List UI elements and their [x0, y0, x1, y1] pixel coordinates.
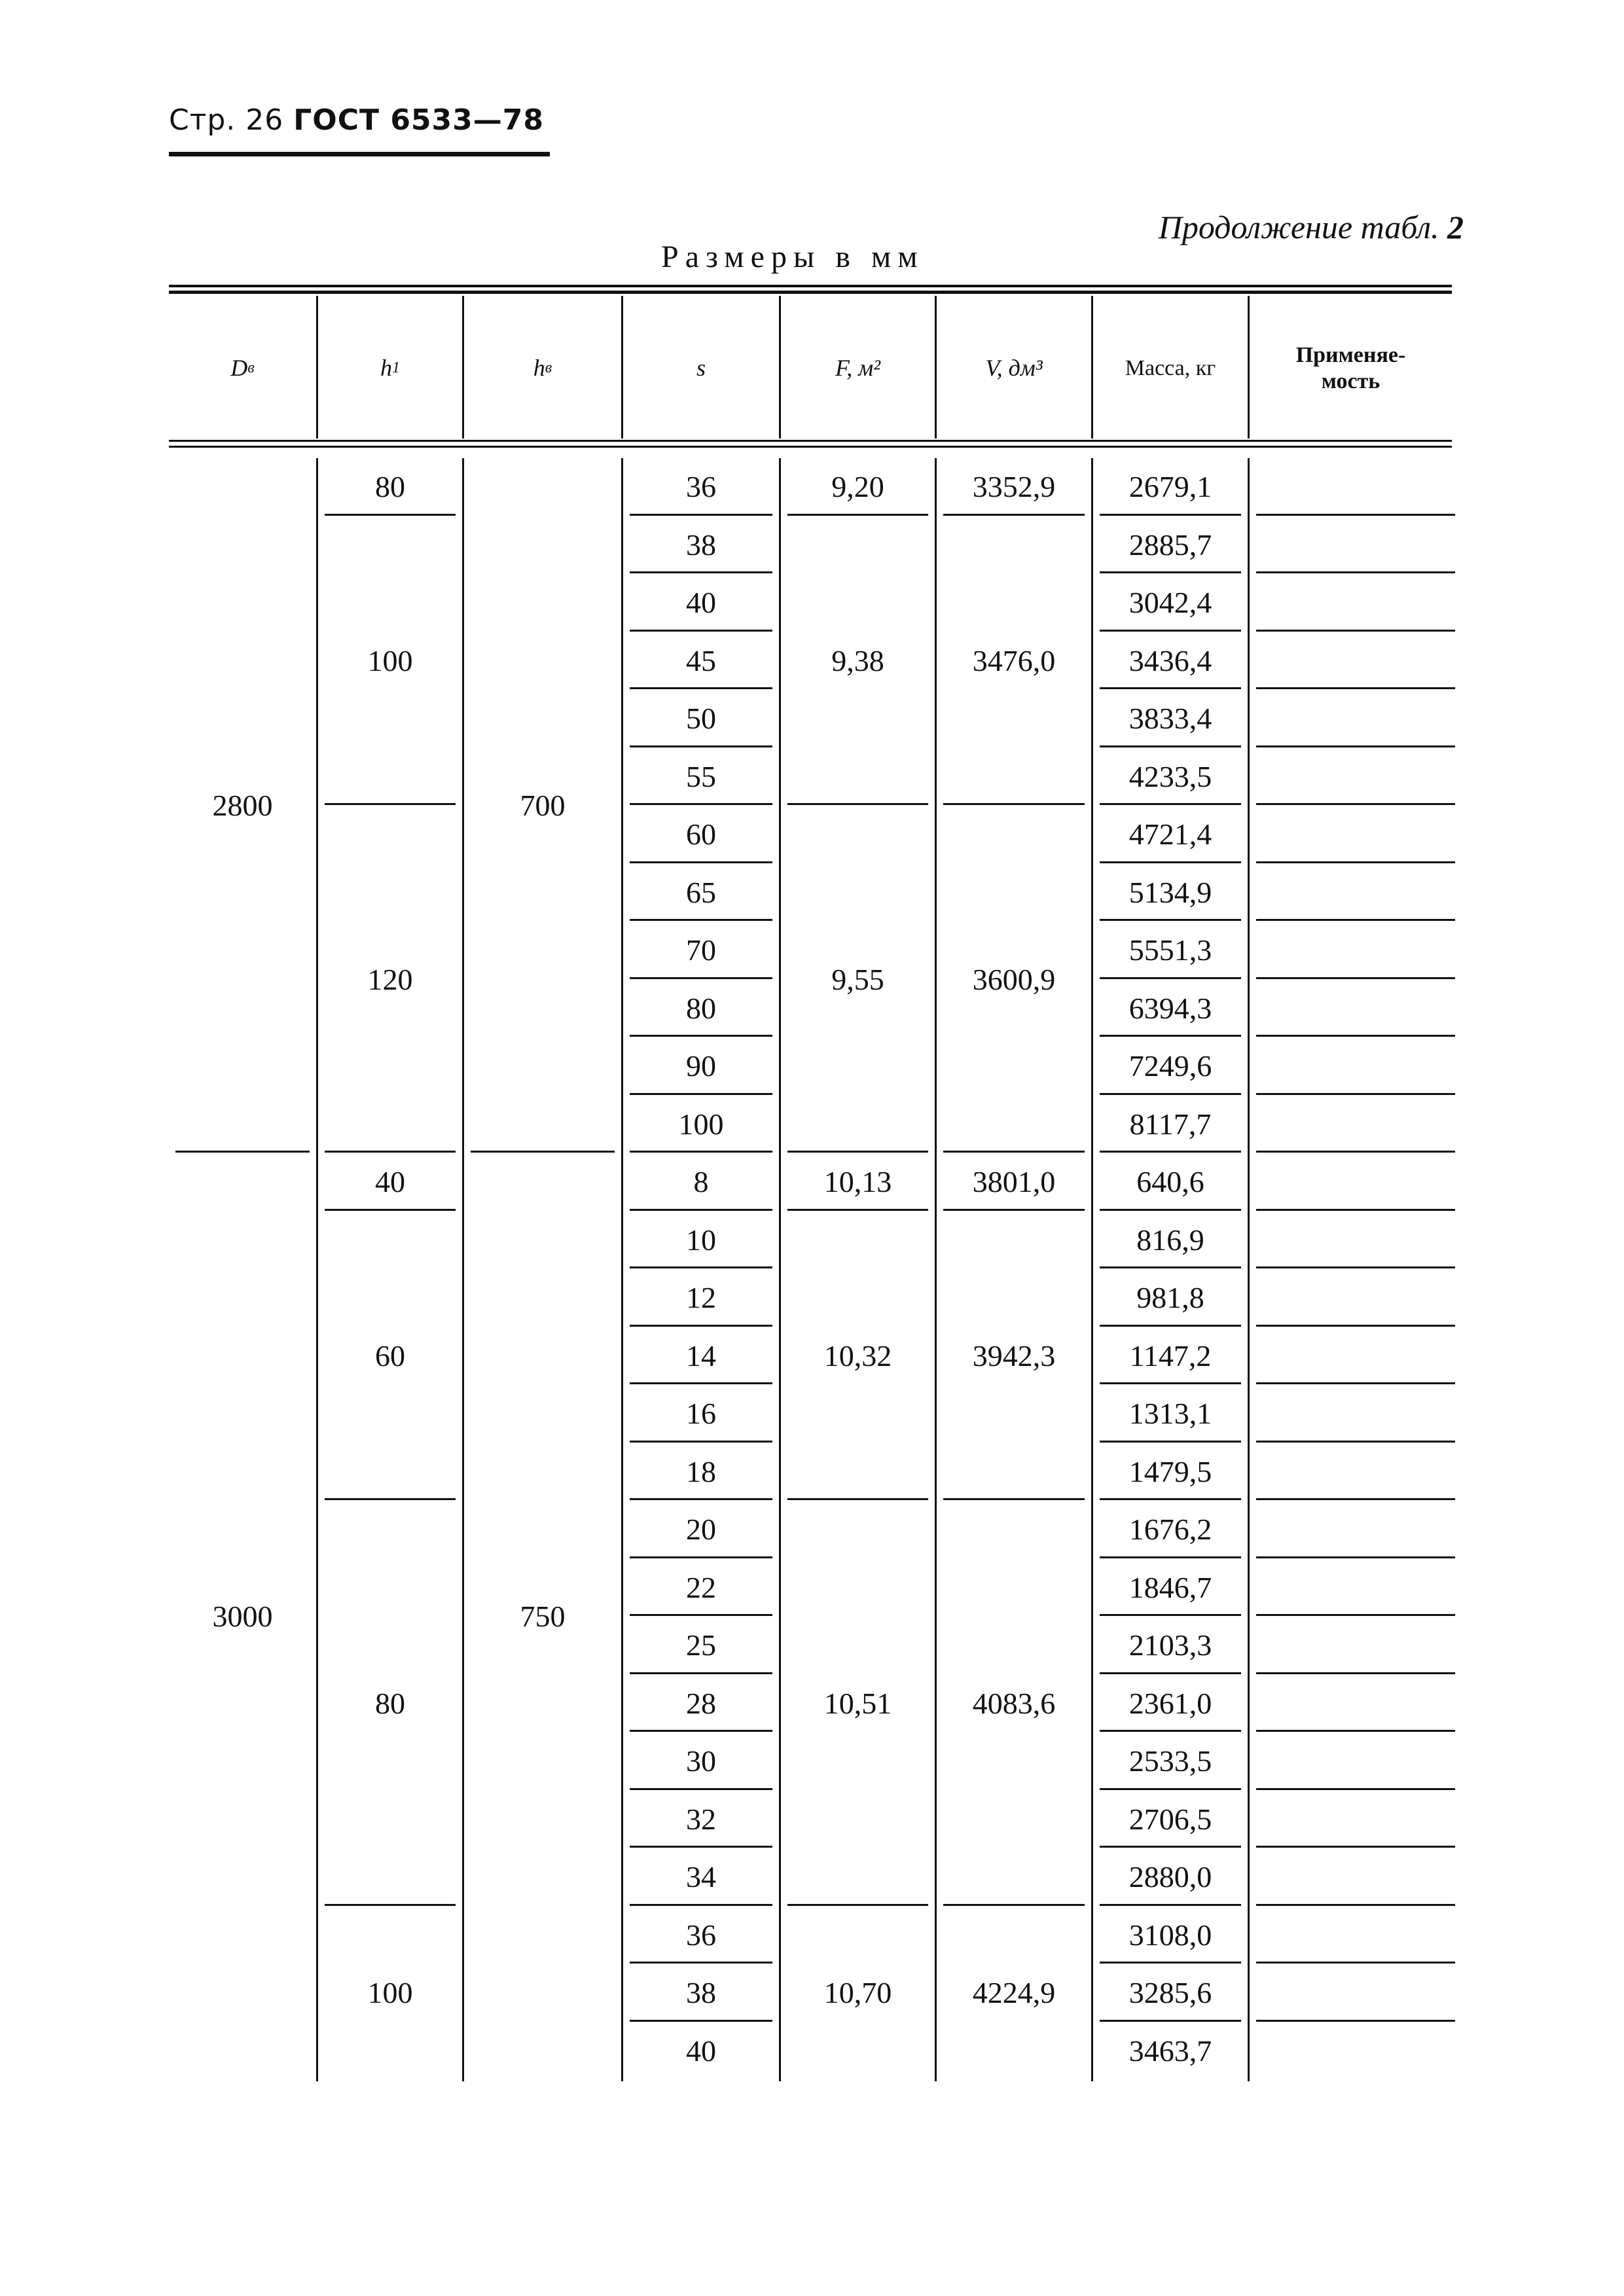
subgroup-rule [787, 803, 928, 805]
cell-V: 3942,3 [972, 1338, 1056, 1372]
cell-s: 8 [693, 1165, 709, 1199]
header-col-divider [935, 296, 937, 439]
row-rule [1100, 1672, 1241, 1674]
body-col-divider [935, 458, 937, 2081]
subgroup-rule [325, 803, 456, 805]
row-rule [630, 514, 772, 516]
row-rule [1256, 514, 1455, 516]
header-applicability [1250, 298, 1452, 439]
cell-s: 70 [686, 933, 716, 967]
row-rule [1256, 861, 1455, 863]
cell-mass: 3042,4 [1128, 586, 1212, 620]
cell-mass: 2533,5 [1128, 1744, 1212, 1778]
subgroup-rule [943, 1209, 1085, 1211]
cell-h1: 40 [375, 1165, 405, 1199]
row-rule [1256, 1614, 1455, 1616]
row-rule [1100, 861, 1241, 863]
row-rule [1256, 2020, 1455, 2022]
header-col-divider [621, 296, 623, 439]
table-continuation-label [1159, 208, 1464, 246]
row-rule [1100, 1035, 1241, 1037]
header-col-divider [1248, 296, 1250, 439]
row-rule [1256, 1093, 1455, 1095]
row-rule [1256, 571, 1455, 573]
cell-F: 9,20 [831, 470, 884, 504]
cell-s: 34 [686, 1860, 716, 1894]
subgroup-rule [943, 514, 1085, 516]
cell-mass: 2679,1 [1128, 470, 1212, 504]
row-rule [630, 1672, 772, 1674]
row-rule [1256, 803, 1455, 805]
header-col-divider [779, 296, 781, 439]
cell-hv: 700 [520, 789, 566, 822]
row-rule [630, 1614, 772, 1616]
row-rule [1100, 2020, 1241, 2022]
row-rule [1100, 1614, 1241, 1616]
cell-h1: 80 [375, 1686, 405, 1720]
cell-h1: 100 [367, 643, 413, 677]
cell-s: 55 [686, 759, 716, 793]
row-rule [1100, 514, 1241, 516]
header-h1-sub: 1 [392, 359, 400, 376]
cell-mass: 2103,3 [1128, 1628, 1212, 1662]
header-s [623, 298, 779, 439]
row-rule [1100, 977, 1241, 979]
cell-s: 38 [686, 528, 716, 562]
header-mass [1093, 298, 1248, 439]
header-col-divider [316, 296, 318, 439]
header-applicability-label: Применяе- мость [1295, 343, 1406, 393]
cell-s: 36 [686, 470, 716, 504]
sizes-caption: Размеры в мм [661, 240, 924, 274]
row-rule [1256, 1962, 1455, 1964]
row-rule [1256, 687, 1455, 689]
subgroup-rule [787, 514, 928, 516]
row-rule [1256, 1209, 1455, 1211]
header-Dv-sub: в [247, 359, 255, 376]
cell-s: 14 [686, 1338, 716, 1372]
cell-s: 12 [686, 1281, 716, 1315]
row-rule [1100, 1904, 1241, 1906]
row-rule [1100, 1325, 1241, 1327]
subgroup-rule [787, 1498, 928, 1500]
row-rule [1100, 1846, 1241, 1848]
row-rule [630, 977, 772, 979]
cell-F: 9,55 [831, 962, 884, 996]
header-Dv-label: D [230, 354, 248, 381]
cell-mass: 1479,5 [1128, 1454, 1212, 1488]
cell-s: 45 [686, 643, 716, 677]
cell-mass: 6394,3 [1128, 991, 1212, 1025]
page-header [169, 103, 544, 137]
cell-s: 32 [686, 1802, 716, 1836]
cell-s: 40 [686, 586, 716, 620]
subgroup-rule [943, 1904, 1085, 1906]
cell-mass: 4233,5 [1128, 759, 1212, 793]
header-hv-label: h [533, 354, 545, 381]
cell-s: 18 [686, 1454, 716, 1488]
header-mass-label: Масса, кг [1125, 355, 1216, 380]
row-rule [630, 2020, 772, 2022]
header-col-divider [1091, 296, 1093, 439]
cell-mass: 7249,6 [1128, 1049, 1212, 1083]
cell-mass: 3108,0 [1128, 1918, 1212, 1952]
header-F-label: F, м² [835, 354, 881, 381]
subgroup-rule [787, 1904, 928, 1906]
cell-mass: 2885,7 [1128, 528, 1212, 562]
continuation-number: 2 [1447, 209, 1464, 245]
row-rule [1256, 1382, 1455, 1384]
gost-number: ГОСТ 6533—78 [293, 103, 545, 137]
cell-F: 10,70 [823, 1976, 892, 2010]
row-rule [630, 1556, 772, 1558]
row-rule [1256, 919, 1455, 921]
cell-F: 10,13 [823, 1165, 892, 1199]
header-h1-label: h [380, 354, 392, 381]
subgroup-rule [943, 803, 1085, 805]
header-V-label: V, дм³ [985, 354, 1043, 381]
subgroup-rule [943, 1498, 1085, 1500]
row-rule [1256, 630, 1455, 632]
row-rule [1256, 1441, 1455, 1443]
header-bottom-rule [169, 440, 1452, 442]
group-rule [471, 1151, 615, 1153]
row-rule [630, 1382, 772, 1384]
row-rule [1100, 1093, 1241, 1095]
cell-s: 40 [686, 2034, 716, 2068]
row-rule [1100, 1730, 1241, 1732]
cell-mass: 640,6 [1136, 1165, 1204, 1199]
row-rule [630, 1325, 772, 1327]
cell-hv: 750 [520, 1600, 566, 1633]
header-h1 [318, 298, 462, 439]
cell-s: 38 [686, 1976, 716, 2010]
cell-s: 16 [686, 1397, 716, 1431]
cell-s: 28 [686, 1686, 716, 1720]
header-V [937, 298, 1091, 439]
row-rule [1100, 1556, 1241, 1558]
body-col-divider [316, 458, 318, 2081]
subgroup-rule [943, 1151, 1085, 1153]
row-rule [630, 1962, 772, 1964]
row-rule [1256, 977, 1455, 979]
body-col-divider [621, 458, 623, 2081]
cell-mass: 1147,2 [1129, 1338, 1212, 1372]
row-rule [1256, 1672, 1455, 1674]
row-rule [1256, 1846, 1455, 1848]
cell-s: 80 [686, 991, 716, 1025]
row-rule [1256, 1266, 1455, 1268]
row-rule [630, 1441, 772, 1443]
subgroup-rule [325, 1498, 456, 1500]
page-label: Стр. 26 [169, 103, 284, 137]
row-rule [630, 571, 772, 573]
cell-s: 22 [686, 1570, 716, 1604]
header-col-divider [462, 296, 464, 439]
header-F [781, 298, 935, 439]
cell-s: 30 [686, 1744, 716, 1778]
header-s-label: s [696, 354, 706, 381]
subgroup-rule [325, 1151, 456, 1153]
subgroup-rule [787, 1209, 928, 1211]
cell-V: 3352,9 [972, 470, 1056, 504]
continuation-text: Продолжение табл. [1158, 209, 1439, 245]
cell-h1: 60 [375, 1338, 405, 1372]
cell-mass: 3285,6 [1128, 1976, 1212, 2010]
row-rule [630, 687, 772, 689]
row-rule [630, 1730, 772, 1732]
group-rule [175, 1151, 310, 1153]
row-rule [1100, 687, 1241, 689]
row-rule [630, 803, 772, 805]
row-rule [630, 1093, 772, 1095]
row-rule [1256, 1498, 1455, 1500]
cell-mass: 3833,4 [1128, 702, 1212, 736]
row-rule [630, 919, 772, 921]
row-rule [630, 1498, 772, 1500]
row-rule [1256, 1151, 1455, 1153]
cell-s: 50 [686, 702, 716, 736]
cell-s: 25 [686, 1628, 716, 1662]
cell-Dv: 3000 [212, 1600, 273, 1633]
cell-h1: 120 [367, 962, 413, 996]
cell-F: 10,32 [823, 1338, 892, 1372]
row-rule [630, 1151, 772, 1153]
cell-mass: 2361,0 [1128, 1686, 1212, 1720]
row-rule [1256, 1730, 1455, 1732]
body-col-divider [779, 458, 781, 2081]
cell-s: 10 [686, 1223, 716, 1257]
cell-h1: 80 [375, 470, 405, 504]
row-rule [1256, 745, 1455, 747]
body-col-divider [1248, 458, 1250, 2081]
row-rule [1100, 1382, 1241, 1384]
row-rule [630, 1846, 772, 1848]
row-rule [630, 861, 772, 863]
row-rule [1100, 1266, 1241, 1268]
subgroup-rule [787, 1151, 928, 1153]
row-rule [630, 1209, 772, 1211]
cell-V: 3476,0 [972, 643, 1056, 677]
row-rule [1100, 1498, 1241, 1500]
row-rule [1100, 1151, 1241, 1153]
header-Dv [169, 298, 316, 439]
table-top-rule [169, 285, 1452, 287]
cell-h1: 100 [367, 1976, 413, 2010]
cell-mass: 1676,2 [1128, 1513, 1212, 1547]
row-rule [1256, 1325, 1455, 1327]
row-rule [1100, 919, 1241, 921]
subgroup-rule [325, 514, 456, 516]
row-rule [630, 1266, 772, 1268]
cell-s: 20 [686, 1513, 716, 1547]
row-rule [1100, 571, 1241, 573]
cell-s: 60 [686, 817, 716, 852]
body-col-divider [462, 458, 464, 2081]
cell-V: 4083,6 [972, 1686, 1056, 1720]
row-rule [1256, 1556, 1455, 1558]
cell-mass: 4721,4 [1128, 817, 1212, 852]
header-bottom-rule-2 [169, 446, 1452, 448]
subgroup-rule [325, 1904, 456, 1906]
row-rule [1100, 1209, 1241, 1211]
cell-mass: 5551,3 [1128, 933, 1212, 967]
cell-s: 100 [678, 1107, 724, 1141]
cell-mass: 2880,0 [1128, 1860, 1212, 1894]
cell-V: 3801,0 [972, 1165, 1056, 1199]
cell-s: 36 [686, 1918, 716, 1952]
subgroup-rule [325, 1209, 456, 1211]
row-rule [1100, 1962, 1241, 1964]
cell-Dv: 2800 [212, 789, 273, 822]
cell-mass: 8117,7 [1129, 1107, 1212, 1141]
header-rule [169, 152, 550, 156]
cell-mass: 1846,7 [1128, 1570, 1212, 1604]
cell-s: 65 [686, 875, 716, 909]
cell-mass: 3436,4 [1128, 643, 1212, 677]
cell-mass: 3463,7 [1128, 2034, 1212, 2068]
row-rule [1100, 745, 1241, 747]
row-rule [630, 1035, 772, 1037]
cell-mass: 816,9 [1136, 1223, 1204, 1257]
header-hv-sub: в [545, 359, 552, 376]
row-rule [1100, 630, 1241, 632]
row-rule [630, 1788, 772, 1790]
header-hv [464, 298, 621, 439]
cell-mass: 1313,1 [1128, 1397, 1212, 1431]
cell-mass: 2706,5 [1128, 1802, 1212, 1836]
cell-V: 4224,9 [972, 1976, 1056, 2010]
row-rule [1100, 803, 1241, 805]
row-rule [630, 1904, 772, 1906]
row-rule [1256, 1035, 1455, 1037]
cell-V: 3600,9 [972, 962, 1056, 996]
row-rule [1100, 1788, 1241, 1790]
row-rule [1256, 1904, 1455, 1906]
row-rule [630, 630, 772, 632]
row-rule [1100, 1441, 1241, 1443]
cell-s: 90 [686, 1049, 716, 1083]
cell-mass: 981,8 [1136, 1281, 1204, 1315]
table-top-rule-2 [169, 291, 1452, 294]
row-rule [630, 745, 772, 747]
cell-mass: 5134,9 [1128, 875, 1212, 909]
row-rule [1256, 1788, 1455, 1790]
cell-F: 10,51 [823, 1686, 892, 1720]
cell-F: 9,38 [831, 643, 884, 677]
body-col-divider [1091, 458, 1093, 2081]
